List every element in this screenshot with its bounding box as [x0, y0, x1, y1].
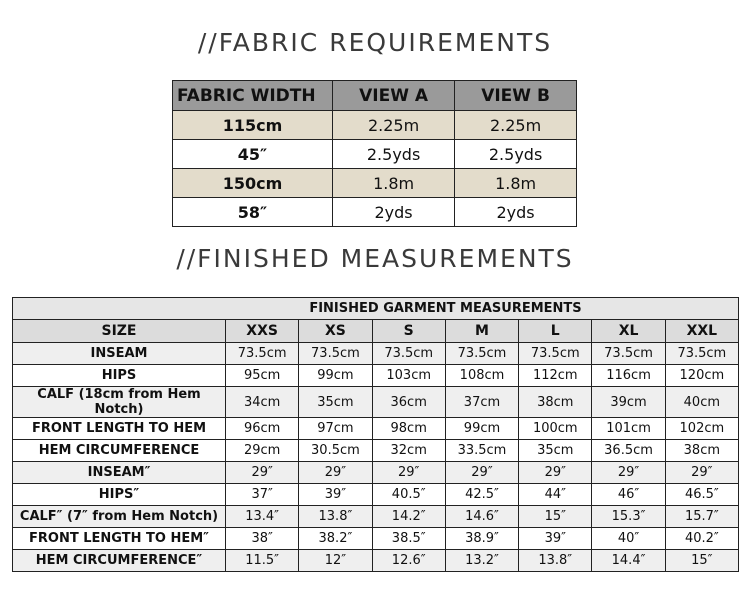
measurement-value: 13.4″	[226, 506, 299, 528]
measurement-value: 112cm	[519, 365, 592, 387]
measurement-value: 97cm	[299, 418, 372, 440]
measurement-row	[13, 440, 739, 462]
view-b-cell: 2.25m	[455, 111, 577, 140]
measurement-value: 73.5cm	[372, 343, 445, 365]
fabric-row	[173, 198, 577, 227]
measurement-value: 12.6″	[372, 550, 445, 572]
measurement-label: HEM CIRCUMFERENCE″	[13, 550, 226, 572]
measurement-value: 13.8″	[299, 506, 372, 528]
measurement-value: 95cm	[226, 365, 299, 387]
size-m: M	[445, 320, 518, 343]
measurement-value: 35cm	[299, 387, 372, 418]
measurement-value: 13.8″	[519, 550, 592, 572]
measurement-label: INSEAM	[13, 343, 226, 365]
measurement-value: 38.2″	[299, 528, 372, 550]
measurement-row	[13, 528, 739, 550]
measurement-value: 73.5cm	[226, 343, 299, 365]
measurement-value: 46.5″	[665, 484, 738, 506]
measurement-value: 40cm	[665, 387, 738, 418]
measurement-value: 32cm	[372, 440, 445, 462]
measurement-value: 42.5″	[445, 484, 518, 506]
measurement-label: FRONT LENGTH TO HEM	[13, 418, 226, 440]
measurement-value: 38.9″	[445, 528, 518, 550]
measurement-label: INSEAM″	[13, 462, 226, 484]
size-label: SIZE	[13, 320, 226, 343]
sizes-header-row	[13, 320, 739, 343]
size-l: L	[519, 320, 592, 343]
measurement-value: 101cm	[592, 418, 665, 440]
measurement-value: 36cm	[372, 387, 445, 418]
measurement-value: 73.5cm	[592, 343, 665, 365]
measurement-value: 40″	[592, 528, 665, 550]
measurement-value: 30.5cm	[299, 440, 372, 462]
measurements-caption	[13, 298, 739, 320]
measurement-value: 38cm	[519, 387, 592, 418]
measurement-row	[13, 484, 739, 506]
measurement-value: 14.6″	[445, 506, 518, 528]
measurement-value: 103cm	[372, 365, 445, 387]
measurement-value: 35cm	[519, 440, 592, 462]
measurement-value: 102cm	[665, 418, 738, 440]
fabric-width-cell: 45″	[173, 140, 333, 169]
measurement-value: 73.5cm	[299, 343, 372, 365]
size-xxs: XXS	[226, 320, 299, 343]
measurement-value: 73.5cm	[519, 343, 592, 365]
size-xxl: XXL	[665, 320, 738, 343]
view-a-cell: 2yds	[333, 198, 455, 227]
measurement-value: 15″	[665, 550, 738, 572]
measurement-value: 40.2″	[665, 528, 738, 550]
measurement-row	[13, 365, 739, 387]
measurement-label: CALF″ (7″ from Hem Notch)	[13, 506, 226, 528]
view-a-cell: 1.8m	[333, 169, 455, 198]
measurement-value: 34cm	[226, 387, 299, 418]
measurement-label: HIPS″	[13, 484, 226, 506]
finished-measurements-table	[12, 297, 739, 572]
measurement-value: 73.5cm	[665, 343, 738, 365]
measurement-value: 46″	[592, 484, 665, 506]
measurement-value: 37cm	[445, 387, 518, 418]
measurement-value: 73.5cm	[445, 343, 518, 365]
measurement-label: CALF (18cm from Hem Notch)	[13, 387, 226, 418]
measurement-value: 37″	[226, 484, 299, 506]
fabric-row	[173, 140, 577, 169]
measurement-label: FRONT LENGTH TO HEM″	[13, 528, 226, 550]
measurement-row	[13, 387, 739, 418]
fabric-header-row	[173, 81, 577, 111]
measurement-value: 108cm	[445, 365, 518, 387]
measurement-value: 39″	[519, 528, 592, 550]
finished-measurements-heading: //FINISHED MEASUREMENTS	[176, 244, 574, 273]
measurement-label: HEM CIRCUMFERENCE	[13, 440, 226, 462]
measurement-value: 29″	[226, 462, 299, 484]
measurement-value: 100cm	[519, 418, 592, 440]
size-xs: XS	[299, 320, 372, 343]
measurement-value: 29″	[592, 462, 665, 484]
measurement-value: 120cm	[665, 365, 738, 387]
measurement-value: 29″	[299, 462, 372, 484]
view-b-cell: 2yds	[455, 198, 577, 227]
size-xl: XL	[592, 320, 665, 343]
measurements-caption-text: FINISHED GARMENT MEASUREMENTS	[309, 301, 582, 316]
col-fabric-width: FABRIC WIDTH	[173, 81, 333, 111]
measurement-value: 98cm	[372, 418, 445, 440]
view-a-cell: 2.5yds	[333, 140, 455, 169]
measurement-value: 38″	[226, 528, 299, 550]
fabric-width-cell: 115cm	[173, 111, 333, 140]
measurement-value: 39″	[299, 484, 372, 506]
view-a-cell: 2.25m	[333, 111, 455, 140]
measurement-value: 29cm	[226, 440, 299, 462]
measurement-value: 116cm	[592, 365, 665, 387]
measurement-value: 29″	[519, 462, 592, 484]
measurement-value: 40.5″	[372, 484, 445, 506]
view-b-cell: 2.5yds	[455, 140, 577, 169]
measurement-value: 15″	[519, 506, 592, 528]
measurement-value: 14.4″	[592, 550, 665, 572]
measurement-value: 29″	[665, 462, 738, 484]
fabric-row	[173, 169, 577, 198]
measurement-value: 99cm	[445, 418, 518, 440]
measurement-value: 33.5cm	[445, 440, 518, 462]
measurement-value: 44″	[519, 484, 592, 506]
measurement-row	[13, 506, 739, 528]
measurement-value: 38.5″	[372, 528, 445, 550]
measurement-value: 29″	[445, 462, 518, 484]
fabric-row	[173, 111, 577, 140]
fabric-width-cell: 58″	[173, 198, 333, 227]
fabric-requirements-table	[172, 80, 577, 227]
measurement-value: 29″	[372, 462, 445, 484]
measurement-value: 11.5″	[226, 550, 299, 572]
measurement-value: 15.3″	[592, 506, 665, 528]
measurements-body	[13, 343, 739, 572]
measurement-value: 36.5cm	[592, 440, 665, 462]
measurement-value: 96cm	[226, 418, 299, 440]
size-s: S	[372, 320, 445, 343]
measurement-value: 14.2″	[372, 506, 445, 528]
measurement-label: HIPS	[13, 365, 226, 387]
measurement-value: 39cm	[592, 387, 665, 418]
measurement-value: 99cm	[299, 365, 372, 387]
col-view-b: VIEW B	[455, 81, 577, 111]
col-view-a: VIEW A	[333, 81, 455, 111]
measurement-row	[13, 550, 739, 572]
measurement-row	[13, 462, 739, 484]
measurement-value: 15.7″	[665, 506, 738, 528]
measurements-caption-row	[13, 298, 739, 320]
fabric-requirements-heading: //FABRIC REQUIREMENTS	[197, 28, 553, 57]
fabric-width-cell: 150cm	[173, 169, 333, 198]
view-b-cell: 1.8m	[455, 169, 577, 198]
measurement-row	[13, 343, 739, 365]
measurement-value: 38cm	[665, 440, 738, 462]
measurement-value: 12″	[299, 550, 372, 572]
measurement-row	[13, 418, 739, 440]
measurement-value: 13.2″	[445, 550, 518, 572]
